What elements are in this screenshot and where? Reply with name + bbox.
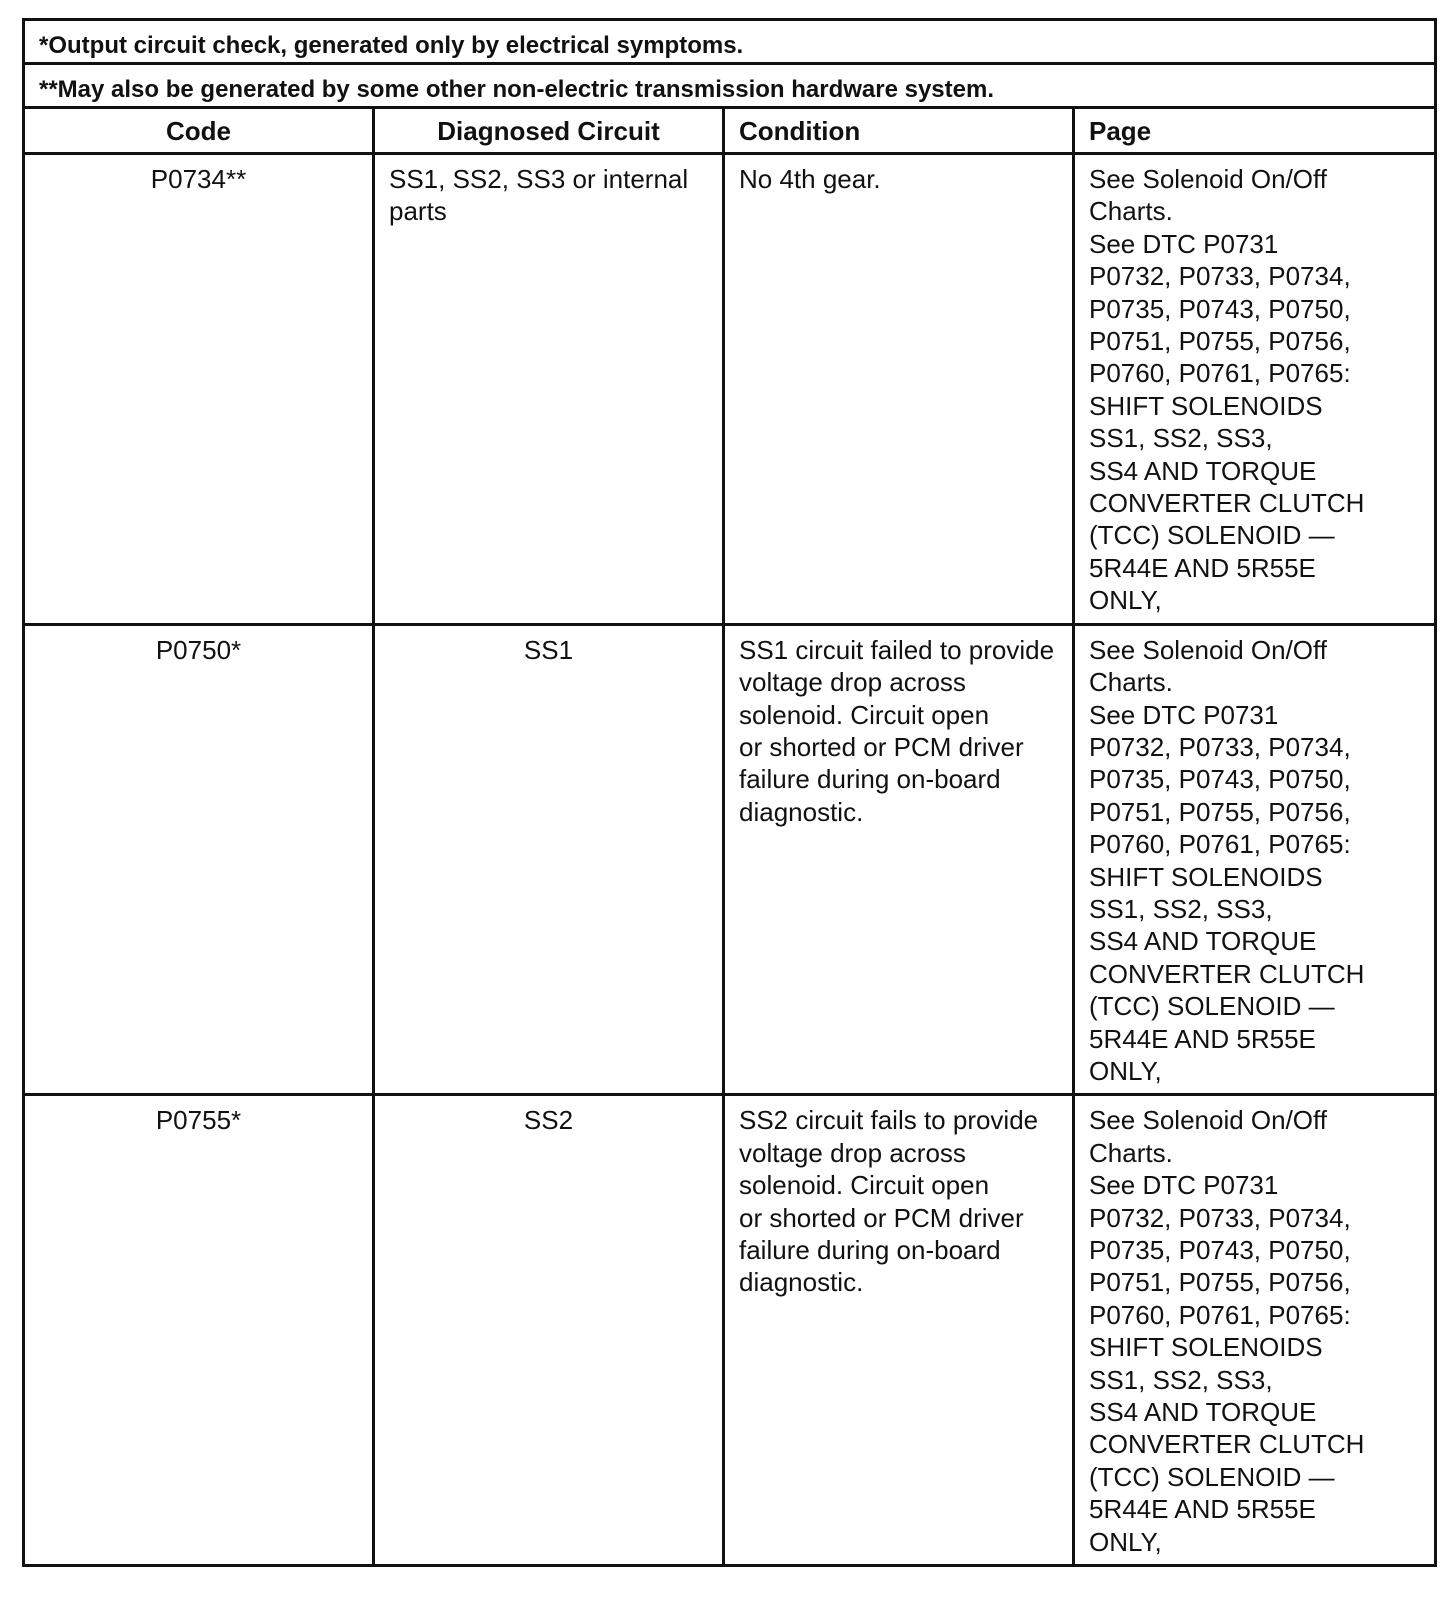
condition-line: failure during on-board — [739, 1235, 1001, 1265]
note-row-2 — [24, 64, 1436, 108]
page-line: CONVERTER CLUTCH — [1089, 958, 1365, 989]
note-1: *Output circuit check, generated only by electrical symptoms. — [24, 20, 1436, 64]
condition-line: SS2 circuit fails to provide — [739, 1105, 1039, 1136]
condition-line: No 4th gear. — [739, 164, 881, 194]
code-cell: P0750* — [24, 624, 374, 1095]
table-row — [24, 624, 1436, 1095]
dtc-table — [22, 18, 1437, 1567]
page-line: P0735, P0743, P0750, — [1089, 293, 1351, 324]
page-line: CONVERTER CLUTCH — [1089, 488, 1365, 519]
page-line: ONLY, — [1089, 585, 1162, 616]
page-line: 5R44E AND 5R55E — [1089, 1023, 1316, 1054]
page-line: P0760, P0761, P0765: — [1089, 358, 1351, 389]
circuit-cell: SS1, SS2, SS3 or internal parts — [374, 154, 724, 625]
page-line: (TCC) SOLENOID — — [1089, 1461, 1335, 1492]
circuit-cell: SS1 — [374, 624, 724, 1095]
page-line: P0732, P0733, P0734, — [1089, 1202, 1351, 1233]
condition-line: solenoid. Circuit open — [739, 699, 990, 730]
page-line: Charts. — [1089, 1137, 1173, 1168]
condition-line: solenoid. Circuit open — [739, 1170, 990, 1201]
note-row-1 — [24, 20, 1436, 64]
header-page: Page — [1074, 108, 1436, 154]
page-line: See DTC P0731 — [1089, 228, 1279, 259]
condition-line: failure during on-board — [739, 764, 1001, 795]
page-line: SS4 AND TORQUE — [1089, 455, 1317, 486]
condition-cell — [724, 624, 1074, 1095]
page-line: SS4 AND TORQUE — [1089, 926, 1317, 957]
page-line: See Solenoid On/Off — [1089, 634, 1328, 665]
page-line: P0735, P0743, P0750, — [1089, 1235, 1351, 1265]
page-line: (TCC) SOLENOID — — [1089, 520, 1335, 551]
circuit-cell: SS2 — [374, 1095, 724, 1566]
page-line: SHIFT SOLENOIDS — [1089, 390, 1323, 421]
code-cell: P0755* — [24, 1095, 374, 1566]
condition-line: diagnostic. — [739, 796, 864, 827]
page-line: P0751, P0755, P0756, — [1089, 1267, 1351, 1298]
table-row — [24, 1095, 1436, 1566]
page-line: P0735, P0743, P0750, — [1089, 764, 1351, 795]
note-2: **May also be generated by some other non-electric transmission hardware system. — [24, 64, 1436, 108]
header-circuit: Diagnosed Circuit — [374, 108, 724, 154]
page-line: See Solenoid On/Off — [1089, 1105, 1328, 1136]
page-line: 5R44E AND 5R55E — [1089, 1494, 1316, 1525]
page-line: SHIFT SOLENOIDS — [1089, 1332, 1323, 1363]
page-cell — [1074, 1095, 1436, 1566]
page-line: See DTC P0731 — [1089, 1170, 1279, 1201]
condition-line: voltage drop across — [739, 1137, 966, 1168]
page-line: ONLY, — [1089, 1055, 1162, 1086]
page-line: SHIFT SOLENOIDS — [1089, 861, 1323, 892]
header-row — [24, 108, 1436, 154]
condition-line: SS1 circuit failed to provide — [739, 634, 1055, 665]
condition-line: or shorted or PCM driver — [739, 731, 1024, 762]
page-line: P0732, P0733, P0734, — [1089, 731, 1351, 762]
page-line: Charts. — [1089, 196, 1173, 227]
page-line: CONVERTER CLUTCH — [1089, 1429, 1365, 1460]
page-line: P0732, P0733, P0734, — [1089, 261, 1351, 292]
page-line: ONLY, — [1089, 1526, 1162, 1557]
condition-line: or shorted or PCM driver — [739, 1202, 1024, 1233]
condition-line: voltage drop across — [739, 667, 966, 698]
condition-cell — [724, 154, 1074, 625]
page-line: 5R44E AND 5R55E — [1089, 552, 1316, 583]
page-line: See Solenoid On/Off — [1089, 164, 1328, 194]
page-line: See DTC P0731 — [1089, 699, 1279, 730]
table-row — [24, 154, 1436, 625]
page-line: Charts. — [1089, 667, 1173, 698]
condition-line: diagnostic. — [739, 1267, 864, 1298]
page-line: P0760, P0761, P0765: — [1089, 1299, 1351, 1330]
page-line: SS1, SS2, SS3, — [1089, 423, 1273, 454]
page-line: SS4 AND TORQUE — [1089, 1397, 1317, 1428]
header-code: Code — [24, 108, 374, 154]
page-line: P0760, P0761, P0765: — [1089, 829, 1351, 860]
condition-cell — [724, 1095, 1074, 1566]
page-line: (TCC) SOLENOID — — [1089, 991, 1335, 1022]
page-line: P0751, P0755, P0756, — [1089, 796, 1351, 827]
page-cell — [1074, 624, 1436, 1095]
code-cell: P0734** — [24, 154, 374, 625]
header-condition: Condition — [724, 108, 1074, 154]
page-line: SS1, SS2, SS3, — [1089, 893, 1273, 924]
page-line: SS1, SS2, SS3, — [1089, 1364, 1273, 1395]
page-cell — [1074, 154, 1436, 625]
page-line: P0751, P0755, P0756, — [1089, 326, 1351, 357]
